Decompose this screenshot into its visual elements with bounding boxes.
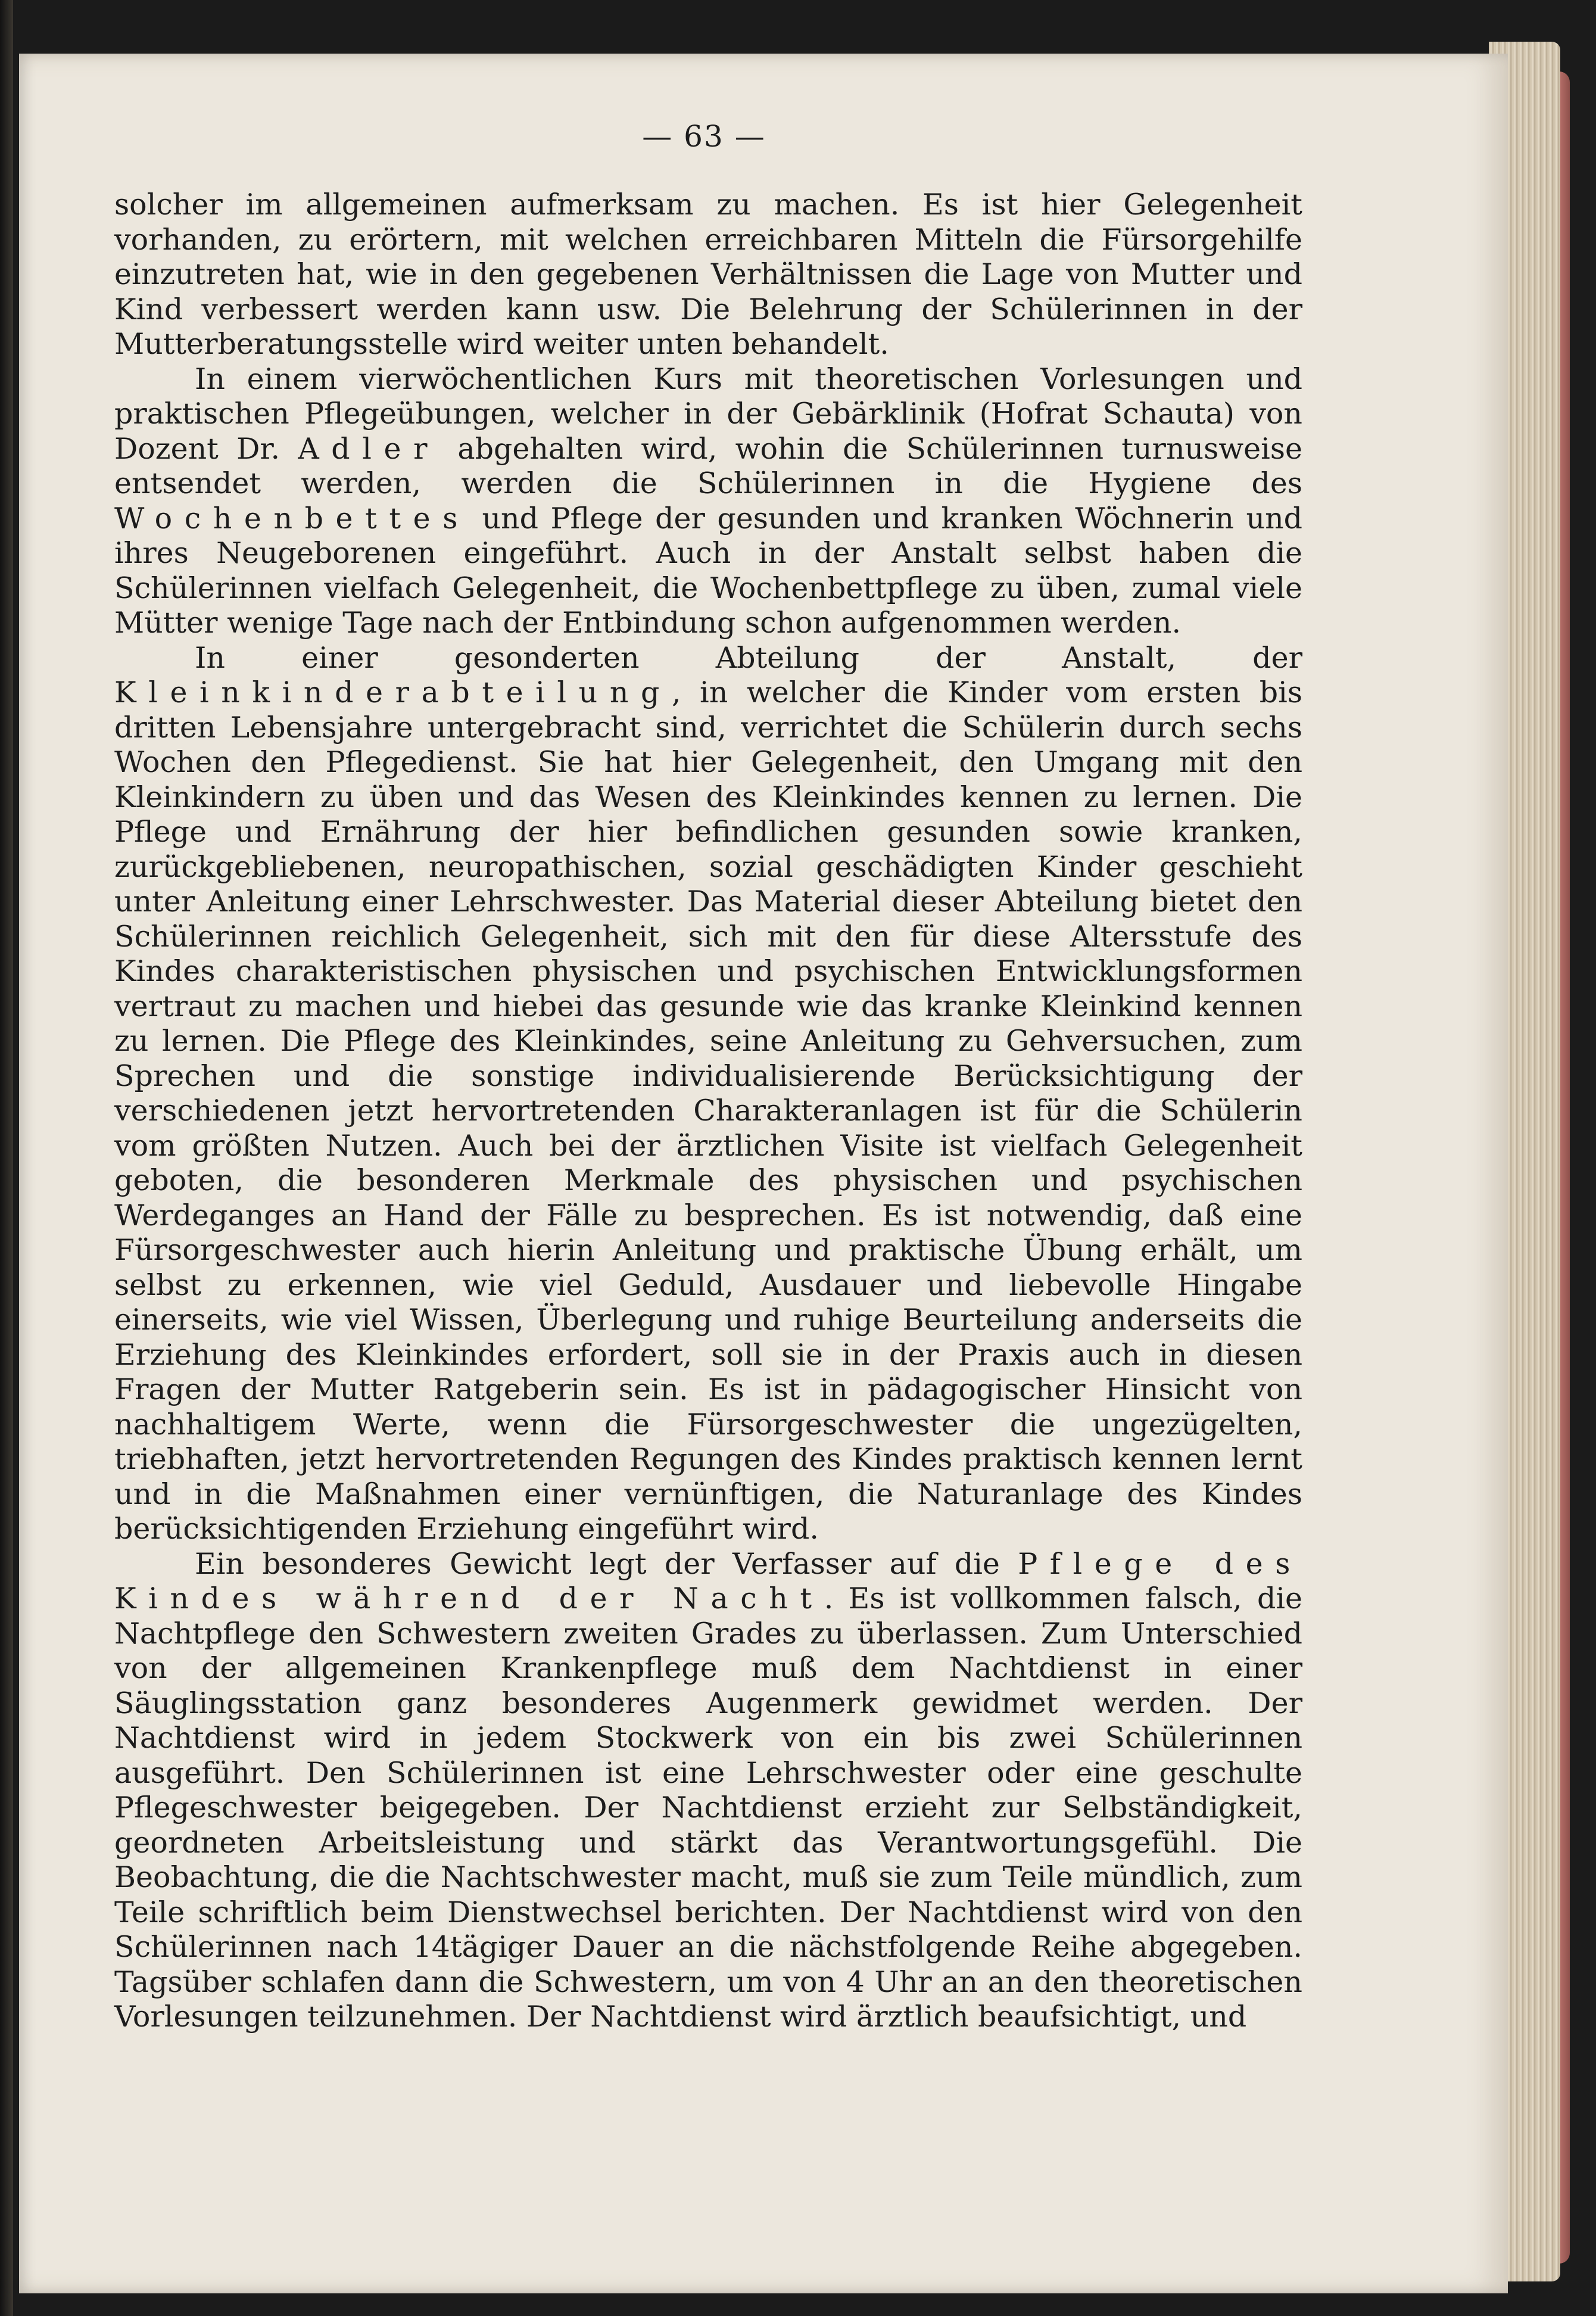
- spaced-term: Pflege des Kindes während der Nacht: [114, 1546, 1302, 1615]
- text-segment: In einem vierwöchentlichen Kurs mit theoretischen Vorlesungen und praktischen Pflegeübungen, welcher in der Gebärklinik (Hofrat Schauta) von Dozent Dr.: [114, 362, 1302, 466]
- text-segment: solcher im allgemeinen aufmerksam zu machen. Es ist hier Gelegenheit vorhanden, zu erörtern, mit welchen erreichbaren Mitteln die Fürsorgehilfe einzutreten hat, wie in den gegebenen Verhältnissen die Lage von Mutter und Kind verbessert werden kann usw. Die Belehrung der Schülerinnen in der Mutterberatungsstelle wird weiter unten behandelt.: [114, 188, 1302, 361]
- page-number: — 63 —: [642, 119, 766, 154]
- book-spine-shadow: [0, 0, 13, 2316]
- text-segment: . Es ist vollkommen falsch, die Nachtpflege den Schwestern zweiten Grades zu überlassen. Zum Unterschied von der allgemeinen Krankenpflege muß dem Nachtdienst in einer Säuglingsstation ganz besonderes Augenmerk gewidmet werden. Der Nachtdienst wird in jedem Stockwerk von ein bis zwei Schülerinnen ausgeführt. Den Schülerinnen ist eine Lehrschwester oder eine geschulte Pflegeschwester beigegeben. Der Nachtdienst erzieht zur Selbständigkeit, geordneten Arbeitsleistung und stärkt das Verantwortungsgefühl. Die Beobachtung, die die Nachtschwester macht, muß sie zum Teile mündlich, zum Teile schriftlich beim Dienstwechsel berichten. Der Nachtdienst wird von den Schülerinnen nach 14tägiger Dauer an die nächstfolgende Reihe abgegeben. Tagsüber schlafen dann die Schwestern, um von 4 Uhr an an den theoretischen Vorlesungen teilzunehmen. Der Nachtdienst wird ärztlich beaufsichtigt, und: [114, 1582, 1303, 2034]
- text-segment: Ein besonderes Gewicht legt der Verfasser auf die: [195, 1546, 1018, 1581]
- text-segment: und Pflege der gesunden und kranken Wöchnerin und ihres Neugeborenen eingeführt. Auch in der Anstalt selbst haben die Schülerinnen vielfach Gelegenheit, die Wochenbettpflege zu üben, zumal viele Mütter wenige Tage nach der Entbindung schon aufgenommen werden.: [114, 501, 1302, 640]
- spaced-term: Wochenbettes: [114, 501, 470, 536]
- spaced-term: Kleinkinderabteilung: [114, 676, 672, 709]
- spaced-name: Adler: [298, 431, 440, 466]
- text-segment: abgehalten wird, wohin die Schülerinnen turnusweise entsendet werden, werden die Schülerinnen in die Hygiene des: [114, 431, 1302, 500]
- text-segment: , in welcher die Kinder vom ersten bis dritten Lebensjahre untergebracht sind, verrichtet die Schülerin durch sechs Wochen den Pflegedienst. Sie hat hier Gelegenheit, den Umgang mit den Kleinkindern zu üben und das Wesen des Kleinkindes kennen zu lernen. Die Pflege und Ernährung der hier befindlichen gesunden sowie kranken, zurückgebliebenen, neuropathischen, sozial geschädigten Kinder geschieht unter Anleitung einer Lehrschwester. Das Material dieser Abteilung bietet den Schülerinnen reichlich Gelegenheit, sich mit den für diese Altersstufe des Kindes charakteristischen physischen und psychischen Entwicklungsformen vertraut zu machen und hiebei das gesunde wie das kranke Kleinkind kennen zu lernen. Die Pflege des Kleinkindes, seine Anleitung zu Gehversuchen, zum Sprechen und die sonstige individualisierende Berücksichtigung der verschiedenen jetzt hervortretenden Charakteranlagen ist für die Schülerin vom größten Nutzen. Auch bei der ärztlichen Visite ist vielfach Gelegenheit geboten, die besonderen Merkmale des physischen und psychischen Werdeganges an Hand der Fälle zu besprechen. Es ist notwendig, daß eine Fürsorgeschwester auch hierin Anleitung und praktische Übung erhält, um selbst zu erkennen, wie viel Geduld, Ausdauer und liebevolle Hingabe einerseits, wie viel Wissen, Überlegung und ruhige Beurteilung anderseits die Erziehung des Kleinkindes erfordert, soll sie in der Praxis auch in diesen Fragen der Mutter Ratgeberin sein. Es ist in pädagogischer Hinsicht von nachhaltigem Werte, wenn die Fürsorgeschwester die ungezügelten, triebhaften, jetzt hervortretenden Regungen des Kindes praktisch kennen lernt und in die Maßnahmen einer vernünftigen, die Naturanlage des Kindes berücksichtigenden Erziehung eingeführt wird.: [114, 676, 1302, 1546]
- paragraph: [114, 188, 1302, 362]
- text-segment: In einer gesonderten Abteilung der Anstalt, der: [195, 640, 1302, 675]
- body-text: [114, 188, 1302, 2035]
- paragraph: [114, 641, 1302, 1547]
- paragraph: [114, 1547, 1302, 2035]
- book-page: [19, 54, 1508, 2293]
- paragraph: [114, 362, 1302, 641]
